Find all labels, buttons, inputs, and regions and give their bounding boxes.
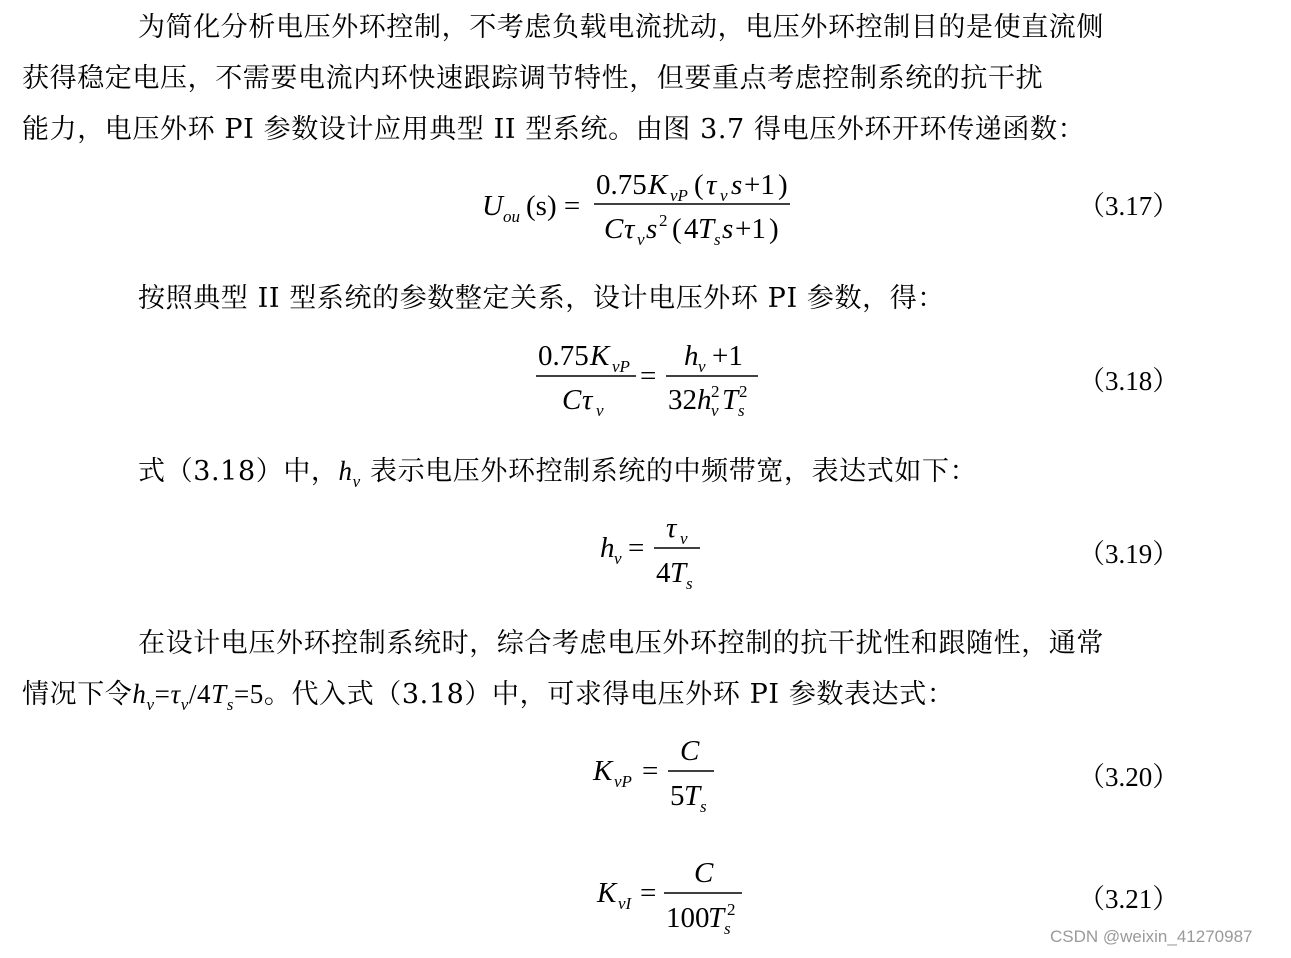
eq319-num-tau: τ (666, 512, 677, 544)
eq320-K: K (593, 755, 613, 787)
paragraph-3-prefix: 式（3.18）中， (138, 456, 339, 487)
paragraph-3 (80, 446, 1190, 507)
inline-cond-T-sub: s (226, 695, 234, 714)
eq317-num-rparen: ) (778, 169, 788, 201)
inline-cond-tau: τ (170, 679, 181, 709)
eq318-equals: = (640, 360, 657, 392)
inline-cond-tau-sub: v (180, 695, 189, 714)
equation-3-20 (0, 733, 1291, 818)
eq317-U-sub: ou (503, 207, 520, 226)
eq318-num-plus1: +1 (712, 340, 743, 372)
eq317-num-plus1: +1 (744, 169, 775, 201)
eq317-num-K: K (648, 169, 668, 201)
eq318-den-T: T (722, 384, 739, 416)
inline-cond-h-sub: v (146, 695, 155, 714)
equation-number-3-18: （3.18） (1078, 366, 1180, 396)
eq317-arg: (s) = (526, 190, 581, 222)
inline-h: h (338, 456, 353, 486)
eq317-num-s: s (731, 169, 743, 201)
eq320-num-C: C (680, 735, 700, 767)
paragraph-2-line-1: 按照典型 II 型系统的参数整定关系，设计电压外环 PI 参数，得： (138, 283, 945, 314)
equation-number-3-19: （3.19） (1078, 539, 1180, 569)
paragraph-4-line-1: 在设计电压外环控制系统时，综合考虑电压外环控制的抗干扰性和跟随性，通常 (138, 628, 1104, 659)
eq320-equals: = (642, 755, 659, 787)
paragraph-4-line-2-prefix: 情况下令 (22, 679, 133, 710)
paragraph-1-line-2: 获得稳定电压，不需要电流内环快速跟踪调节特性，但要重点考虑控制系统的抗干扰 (22, 63, 1044, 94)
paragraph-4-line-2-suffix: 。代入式（3.18）中，可求得电压外环 PI 参数表达式： (263, 679, 955, 710)
equation-3-17 (0, 160, 1291, 260)
equation-3-18 (0, 335, 1291, 420)
eq321-num-C: C (694, 857, 714, 889)
eq319-num-tau-sub: v (680, 529, 688, 548)
eq319-h: h (600, 532, 615, 564)
eq321-K: K (597, 877, 617, 909)
eq317-num-coef: 0.75 (596, 169, 647, 201)
eq321-den-T: T (708, 902, 725, 934)
eq317-den-T-sub: s (714, 230, 721, 249)
eq321-den-hundred: 100 (666, 902, 710, 934)
eq317-den-s2: s (722, 213, 734, 245)
eq317-U: U (482, 190, 503, 222)
eq318-den-32: 32 (668, 384, 697, 416)
eq320-K-sub: vP (614, 772, 632, 791)
eq317-den-sq: 2 (659, 211, 668, 230)
equation-number-3-20: （3.20） (1078, 762, 1180, 792)
eq321-den-T-sub: s (724, 919, 731, 938)
paragraph-3-suffix: 表示电压外环控制系统的中频带宽，表达式如下： (369, 456, 978, 487)
eq317-den-C: C (604, 213, 624, 245)
eq318-num-K-sub: vP (612, 357, 630, 376)
eq318-den-tau: τ (582, 384, 593, 416)
inline-cond-eq2: =5 (233, 679, 264, 709)
eq320-den-five: 5 (670, 780, 685, 812)
paragraph-2 (80, 273, 1190, 324)
eq317-den-tau: τ (624, 213, 635, 245)
eq317-den-T: T (698, 213, 715, 245)
eq317-num-tau: τ (706, 169, 717, 201)
eq319-den-T-sub: s (686, 574, 693, 593)
equation-number-3-21: （3.21） (1078, 884, 1180, 914)
eq317-den-lparen: ( (672, 213, 682, 245)
inline-h-sub: v (352, 472, 361, 491)
eq317-den-s: s (646, 213, 658, 245)
eq318-den-T-sq: 2 (739, 382, 748, 401)
eq320-den-T: T (684, 780, 701, 812)
eq317-num-lparen: ( (694, 169, 704, 201)
inline-cond-slash: /4 (188, 679, 212, 709)
eq319-den-four: 4 (656, 557, 671, 589)
eq318-den-h-sub: v (711, 401, 719, 420)
eq317-den-plus1: +1 (735, 213, 766, 245)
inline-cond-h: h (132, 679, 147, 709)
csdn-watermark: CSDN @weixin_41270987 (1050, 927, 1253, 946)
eq319-equals: = (628, 532, 645, 564)
eq317-num-K-sub: vP (670, 186, 688, 205)
eq321-equals: = (640, 877, 657, 909)
eq321-K-sub: vI (618, 894, 632, 913)
paragraph-1-line-3: 能力，电压外环 PI 参数设计应用典型 II 型系统。由图 3.7 得电压外环开环传递函数： (22, 114, 1086, 145)
equation-3-19 (0, 510, 1291, 595)
eq318-num-K: K (590, 340, 610, 372)
eq319-den-T: T (670, 557, 687, 589)
eq317-den-tau-sub: v (637, 230, 645, 249)
eq318-num-h: h (684, 340, 699, 372)
eq317-den-rparen: ) (769, 213, 779, 245)
paragraph-4 (22, 618, 1190, 730)
eq320-den-T-sub: s (700, 797, 707, 816)
eq317-num-tau-sub: v (720, 186, 728, 205)
eq321-den-T-sq: 2 (727, 900, 736, 919)
eq318-num-coef: 0.75 (538, 340, 589, 372)
eq318-den-h-sq: 2 (711, 382, 720, 401)
paragraph-1 (22, 2, 1190, 155)
eq318-den-T-sub: s (738, 401, 745, 420)
eq318-den-h: h (697, 384, 712, 416)
equation-number-3-17: （3.17） (1078, 191, 1180, 221)
eq319-h-sub: v (614, 549, 622, 568)
inline-cond-eq1: = (154, 679, 171, 709)
eq318-den-tau-sub: v (596, 401, 604, 420)
paragraph-1-line-1: 为简化分析电压外环控制，不考虑负载电流扰动，电压外环控制目的是使直流侧 (138, 12, 1104, 43)
inline-cond-T: T (211, 679, 227, 709)
eq318-num-h-sub: v (698, 357, 706, 376)
eq318-den-C: C (562, 384, 582, 416)
eq317-den-four: 4 (684, 213, 699, 245)
